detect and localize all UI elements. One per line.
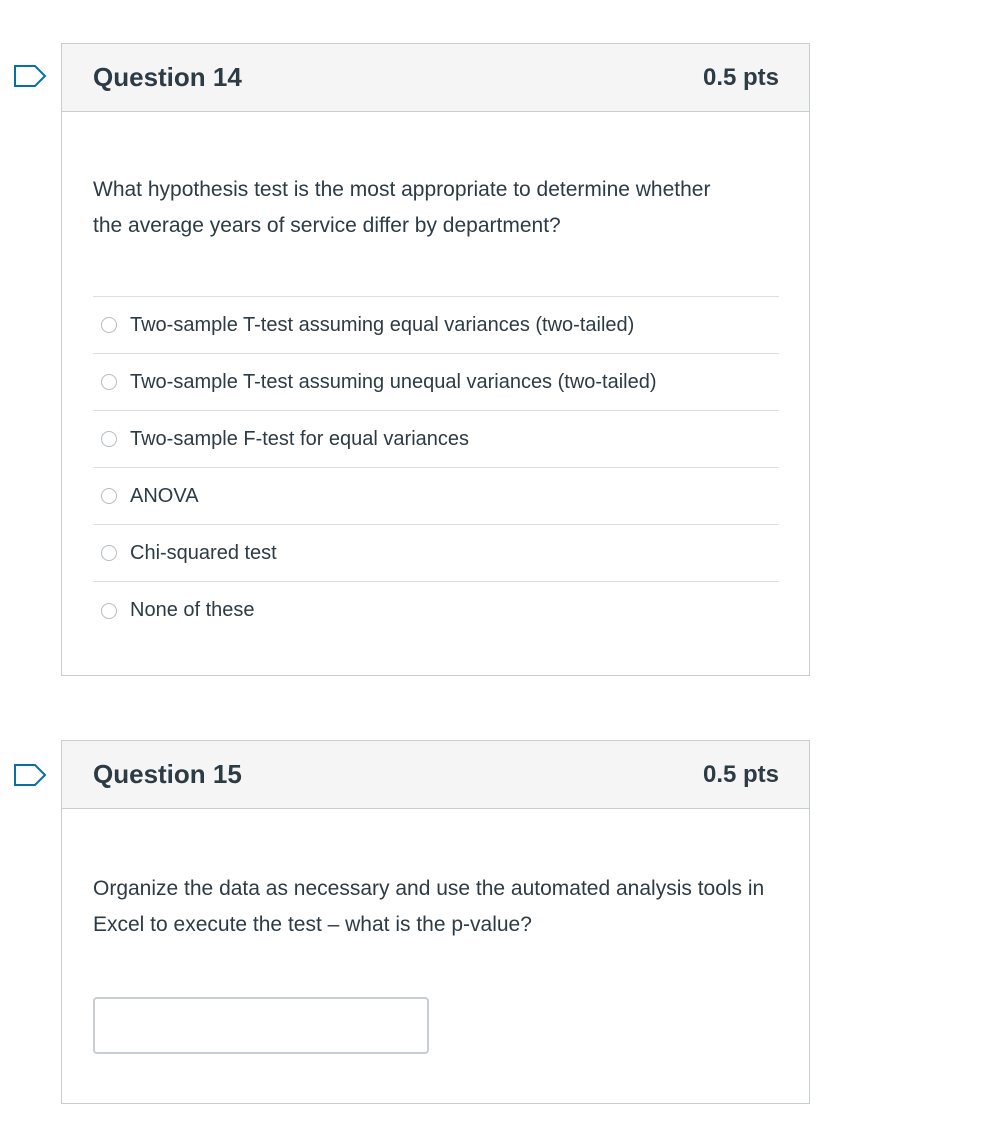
radio-button[interactable] bbox=[101, 317, 117, 333]
question-text: Organize the data as necessary and use the automated analysis tools in Excel to execute the test – what is the p-value? bbox=[93, 877, 765, 936]
question-title: Question 15 bbox=[93, 759, 242, 789]
answer-label[interactable]: ANOVA bbox=[130, 484, 199, 507]
answer-option[interactable] bbox=[93, 297, 779, 354]
question-body bbox=[62, 871, 809, 1054]
answer-label[interactable]: Two-sample T-test assuming unequal variances (two-tailed) bbox=[130, 370, 657, 393]
answer-list bbox=[93, 296, 779, 639]
question-header bbox=[62, 44, 809, 112]
question-points: 0.5 pts bbox=[702, 63, 779, 91]
radio-button[interactable] bbox=[101, 488, 117, 504]
question-text: What hypothesis test is the most appropriate to determine whether the average years of service differ by department? bbox=[93, 178, 711, 237]
question-title: Question 14 bbox=[93, 62, 242, 92]
question-14-card bbox=[61, 43, 810, 676]
question-body bbox=[62, 172, 809, 639]
radio-button[interactable] bbox=[101, 603, 117, 619]
answer-label[interactable]: Two-sample T-test assuming equal variances (two-tailed) bbox=[130, 313, 635, 336]
question-15-card bbox=[61, 740, 810, 1104]
answer-label[interactable]: None of these bbox=[130, 599, 255, 621]
answer-option[interactable] bbox=[93, 354, 779, 411]
radio-button[interactable] bbox=[101, 545, 117, 561]
flag-question-icon[interactable] bbox=[13, 764, 47, 786]
question-header bbox=[62, 741, 809, 809]
radio-button[interactable] bbox=[101, 431, 117, 447]
answer-label[interactable]: Chi-squared test bbox=[130, 541, 277, 564]
answer-option[interactable] bbox=[93, 411, 779, 468]
answer-option[interactable] bbox=[93, 468, 779, 525]
radio-button[interactable] bbox=[101, 374, 117, 390]
flag-question-icon[interactable] bbox=[13, 65, 47, 87]
answer-label[interactable]: Two-sample F-test for equal variances bbox=[130, 427, 470, 450]
answer-option[interactable] bbox=[93, 582, 779, 639]
answer-option[interactable] bbox=[93, 525, 779, 582]
answer-input[interactable] bbox=[93, 997, 429, 1054]
question-points: 0.5 pts bbox=[702, 760, 779, 788]
